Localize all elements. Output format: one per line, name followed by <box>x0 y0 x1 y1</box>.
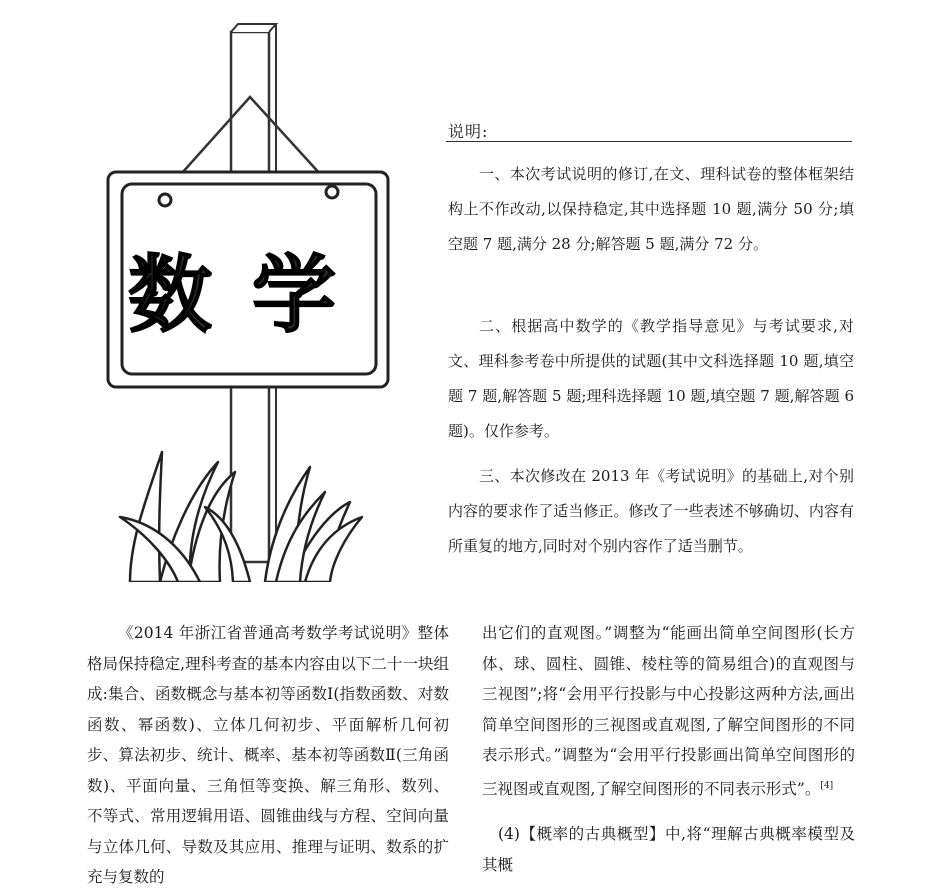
right-column-continued <box>482 618 855 804</box>
body-left-column: 《2014 年浙江省普通高考数学考试说明》整体格局保持稳定,理科考查的基本内容由以下二十一块组成:集合、函数概念与基本初等函数Ⅰ(指数函数、对数函数、幂函数)、立体几何初步、平面解析几何初步、算法初步、统计、概率、基本初等函数Ⅱ(三角函数)、平面向量、三角恒等变换、解三角形、数列、不等式、常用逻辑用语、圆锥曲线与方程、空间向量与立体几何、导数及其应用、推理与证明、数系的扩充与复数的 <box>87 624 449 886</box>
footnote-marker: [4] <box>820 780 834 791</box>
heading-rule <box>446 141 852 142</box>
signboard-illustration <box>100 22 400 582</box>
notes-paragraph-2: 二、根据高中数学的《教学指导意见》与考试要求,对文、理科参考卷中所提供的试题(其中文科选择题 10 题,填空题 7 题,解答题 5 题;理科选择题 10 题,填空题 7 题,解答题 6 题)。仅作参考。 <box>448 317 854 440</box>
notes-paragraph-1: 一、本次考试说明的修订,在文、理科试卷的整体框架结构上不作改动,以保持稳定,其中选择题 10 题,满分 50 分;填空题 7 题,满分 28 分;解答题 5 题,满分 72 分。 <box>448 165 854 253</box>
sign-title: 数学 <box>127 245 377 344</box>
right-column-text: 出它们的直观图。”调整为“能画出简单空间图形(长方体、球、圆柱、圆锥、棱柱等的简易组合)的直观图与三视图”;将“会用平行投影与中心投影这两种方法,画出简单空间图形的三视图或直观图,了解空间图形的不同表示形式。”调整为“会用平行投影画出简单空间图形的三视图或直观图,了解空间图形的不同表示形式”。 <box>482 624 855 798</box>
right-column-item: (4)【概率的古典概型】中,将“理解古典概率模型及其概 <box>482 825 855 874</box>
body-right-column <box>482 618 855 880</box>
notes-heading: 说明: <box>448 122 489 141</box>
notes-paragraph-3: 三、本次修改在 2013 年《考试说明》的基础上,对个别内容的要求作了适当修正。修改了一些表述不够确切、内容有所重复的地方,同时对个别内容作了适当删节。 <box>448 467 854 555</box>
